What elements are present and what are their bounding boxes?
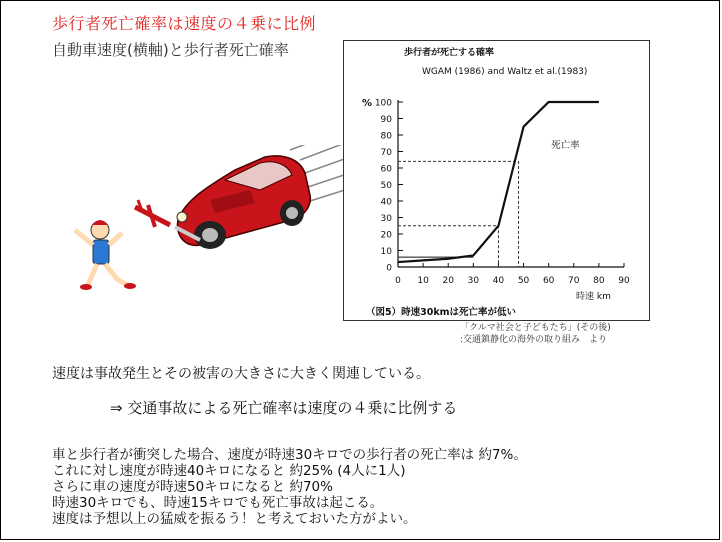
y-tick-label: 70 xyxy=(380,148,392,158)
y-tick-label: 60 xyxy=(380,164,392,175)
x-tick-label: 70 xyxy=(568,276,580,286)
body-line: これに対し速度が時速40キロになると 約25% (4人に1人) xyxy=(52,463,406,479)
y-tick-label: 80 xyxy=(380,131,392,142)
body-line: 車と歩行者が衝突した場合、速度が時速30キロでの歩行者の死亡率は 約7%。 xyxy=(52,447,527,463)
x-tick-label: 90 xyxy=(618,276,630,286)
y-tick-label: 50 xyxy=(380,181,392,191)
y-tick-label: 10 xyxy=(380,247,392,257)
y-tick-label: 90 xyxy=(380,115,392,125)
body-line: さらに車の速度が時速50キロになると 約70% xyxy=(52,479,333,495)
y-tick-label: 30 xyxy=(380,214,392,224)
x-tick-label: 10 xyxy=(417,276,429,286)
body-line: 速度は予想以上の猛威を振るう！と考えておいた方がよい。 xyxy=(52,511,417,527)
chart-title: 歩行者が死亡する確率 xyxy=(404,48,495,58)
pedestrian-car-illustration xyxy=(60,145,350,315)
figure-credit xyxy=(460,322,611,346)
y-tick-label: 20 xyxy=(380,230,392,241)
credit-line: :交通鎮静化の海外の取り組み より xyxy=(460,335,608,345)
red-car-icon xyxy=(175,156,310,249)
chart-figure xyxy=(343,40,650,321)
x-axis-label: 時速 km xyxy=(576,292,611,302)
chart-caption: （図5）時速30kmは死亡率が低い xyxy=(366,307,517,318)
y-tick-label: 40 xyxy=(380,197,392,208)
series-label: 死亡率 xyxy=(551,140,580,152)
credit-line: 「クルマ社会と子どもたち」(その後) xyxy=(460,323,611,333)
pedestrian-icon xyxy=(75,220,136,290)
lead-text: 速度は事故発生とその被害の大きさに大きく関連している。 xyxy=(52,366,430,382)
slide-title: 歩行者死亡確率は速度の４乗に比例 xyxy=(52,14,317,33)
chart-subtitle: WGAM (1986) and Waltz et al.(1983) xyxy=(422,67,588,77)
x-tick-label: 20 xyxy=(442,276,454,286)
y-axis-unit: % xyxy=(362,98,373,109)
x-tick-label: 60 xyxy=(542,276,555,286)
conclusion-text: ⇒ 交通事故による死亡確率は速度の４乗に比例する xyxy=(110,399,458,417)
x-tick-label: 80 xyxy=(593,276,605,286)
x-tick-label: 40 xyxy=(492,276,505,286)
x-tick-label: 30 xyxy=(467,276,480,286)
body-text xyxy=(52,447,527,527)
x-tick-label: 0 xyxy=(395,276,401,286)
x-tick-label: 50 xyxy=(517,276,530,286)
toy-plane-icon xyxy=(135,200,170,227)
body-line: 時速30キロでも、時速15キロでも死亡事故は起こる。 xyxy=(52,495,384,511)
death-rate-chart xyxy=(344,41,649,320)
y-tick-label: 0 xyxy=(386,263,392,274)
slide-subtitle: 自動車速度(横軸)と歩行者死亡確率 xyxy=(52,41,289,59)
y-tick-label: 100 xyxy=(374,98,392,109)
